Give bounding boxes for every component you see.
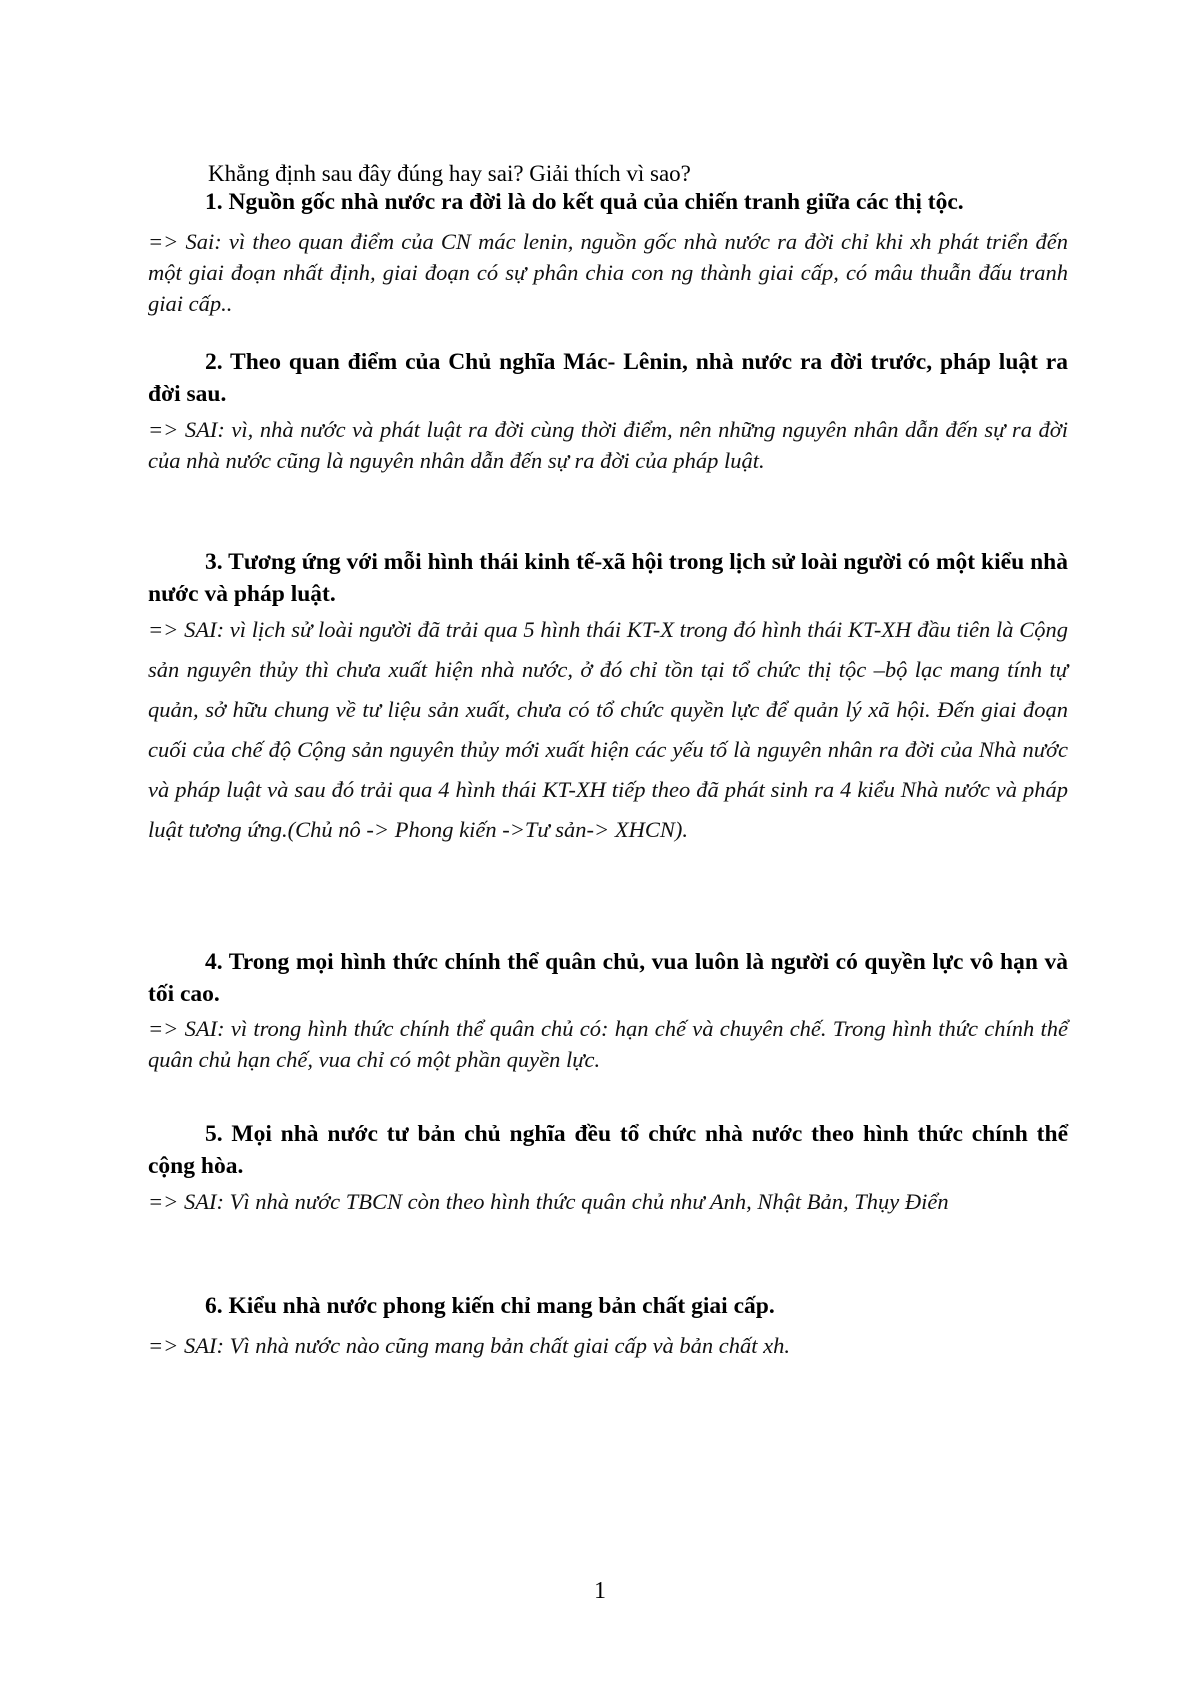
- question-4: 4. Trong mọi hình thức chính thể quân chủ, vua luôn là người có quyền lực vô hạn và tối cao.: [148, 949, 1068, 1007]
- question-2: 2. Theo quan điểm của Chủ nghĩa Mác- Lênin, nhà nước ra đời trước, pháp luật ra đời sau.: [148, 349, 1068, 407]
- answer-1: => Sai: vì theo quan điểm của CN mác lenin, nguồn gốc nhà nước ra đời chỉ khi xh phát triển đến một giai đoạn nhất định, giai đoạn có sự phân chia con ng thành giai cấp, có mâu thuẫn đấu tranh giai cấp..: [148, 229, 1068, 316]
- answer-5: => SAI: Vì nhà nước TBCN còn theo hình thức quân chủ như Anh, Nhật Bản, Thụy Điển: [148, 1189, 949, 1214]
- answer-2: => SAI: vì, nhà nước và phát luật ra đời cùng thời điểm, nên những nguyên nhân dẫn đến sự ra đời của nhà nước cũng là nguyên nhân dẫn đến sự ra đời của pháp luật.: [148, 417, 1068, 473]
- question-6: 6. Kiểu nhà nước phong kiến chỉ mang bản chất giai cấp.: [205, 1293, 775, 1319]
- answer-3: => SAI: vì lịch sử loài người đã trải qua 5 hình thái KT-X trong đó hình thái KT-XH đầu tiên là Cộng sản nguyên thủy thì chưa xuất hiện nhà nước, ở đó chỉ tồn tại tổ chức thị tộc –bộ lạc mang tính tự quản, sở hữu chung về tư liệu sản xuất, chưa có tổ chức quyền lực để quản lý xã hội. Đến giai đoạn cuối của chế độ Cộng sản nguyên thủy mới xuất hiện các yếu tố là nguyên nhân ra đời của Nhà nước và pháp luật và sau đó trải qua 4 hình thái KT-XH tiếp theo đã phát sinh ra 4 kiểu Nhà nước và pháp luật tương ứng.(Chủ nô -> Phong kiến ->Tư sản-> XHCN).: [148, 617, 1068, 842]
- answer-4: => SAI: vì trong hình thức chính thể quân chủ có: hạn chế và chuyên chế. Trong hình thức chính thể quân chủ hạn chế, vua chỉ có một phần quyền lực.: [148, 1016, 1068, 1072]
- question-1: 1. Nguồn gốc nhà nước ra đời là do kết quả của chiến tranh giữa các thị tộc.: [205, 189, 964, 215]
- answer-6: => SAI: Vì nhà nước nào cũng mang bản chất giai cấp và bản chất xh.: [148, 1333, 791, 1358]
- page-number: 1: [594, 1578, 606, 1604]
- question-5: 5. Mọi nhà nước tư bản chủ nghĩa đều tổ chức nhà nước theo hình thức chính thể cộng hòa.: [148, 1121, 1068, 1179]
- question-3: 3. Tương ứng với mỗi hình thái kinh tế-xã hội trong lịch sử loài người có một kiểu nhà nước và pháp luật.: [148, 549, 1068, 607]
- intro-prompt: Khẳng định sau đây đúng hay sai? Giải thích vì sao?: [208, 161, 691, 186]
